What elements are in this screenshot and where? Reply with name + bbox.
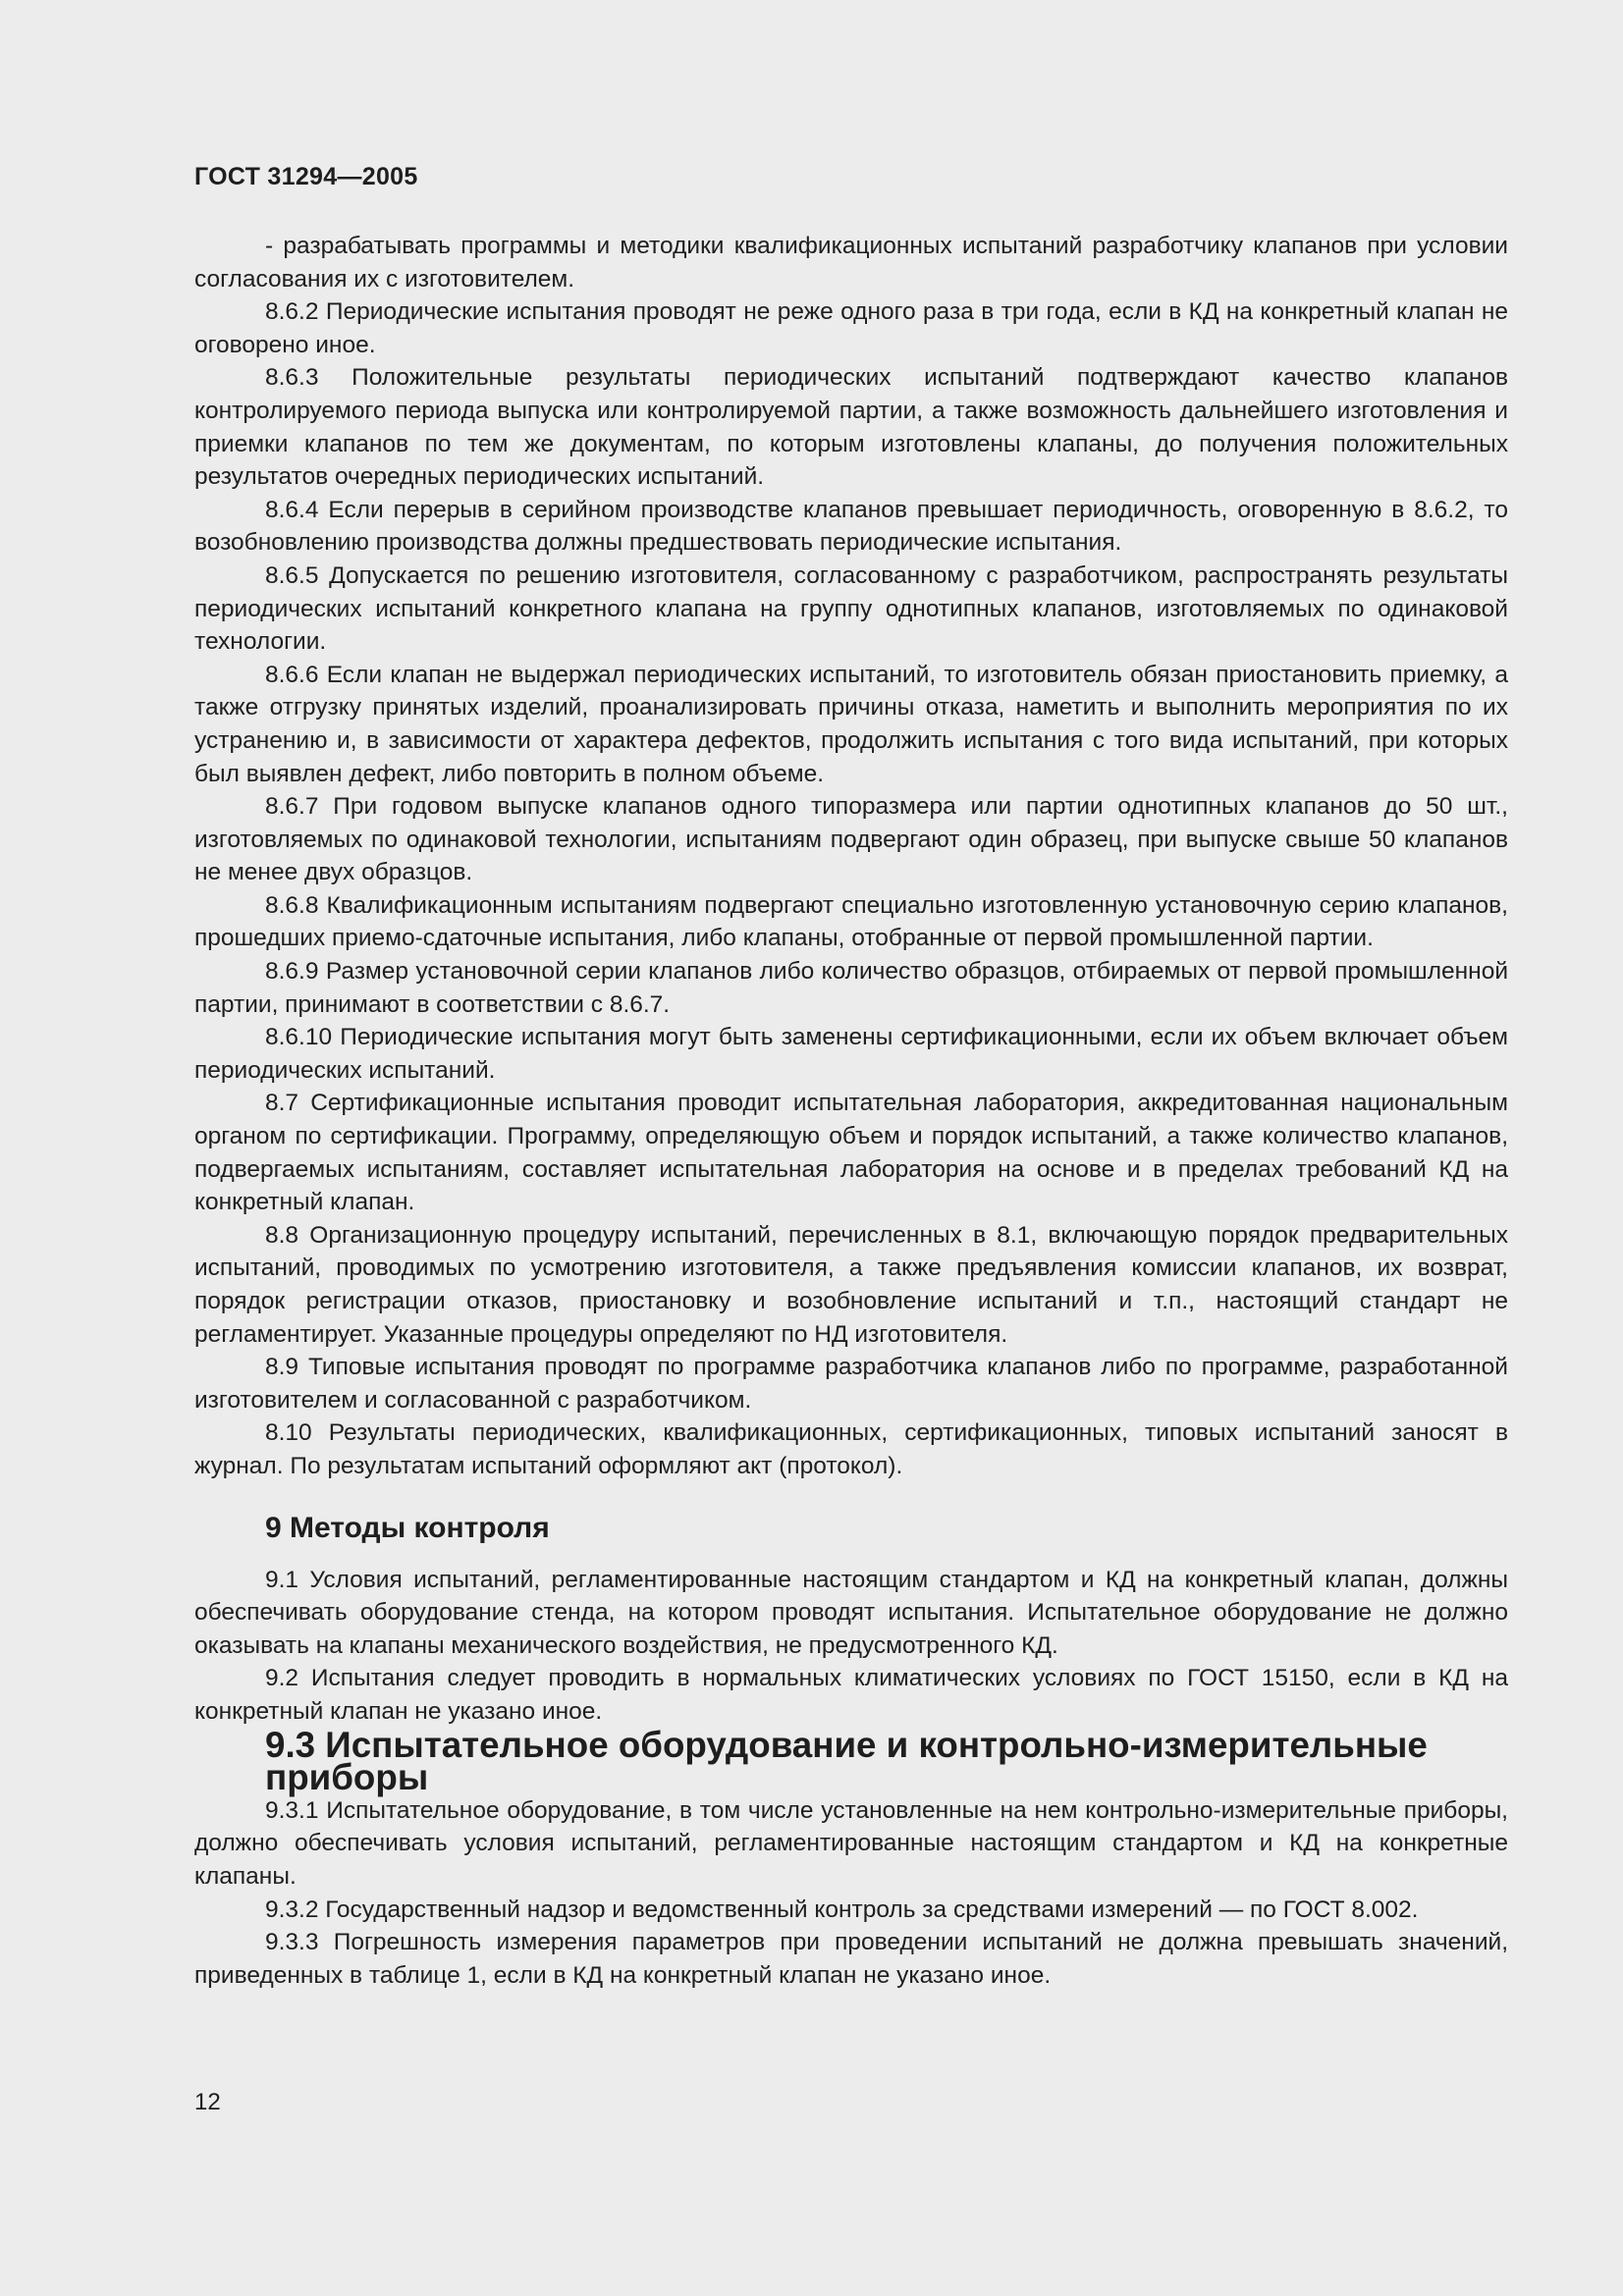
paragraph-9-3-1: 9.3.1 Испытательное оборудование, в том числе установленные на нем контрольно-измерительные приборы, должно обеспечивать условия испытаний, регламентированные настоящим стандартом и КД на конкретные клапаны. [194, 1796, 1508, 1890]
paragraph-8-7: 8.7 Сертификационные испытания проводит испытательная лаборатория, аккредитованная национальным органом по сертификации. Программу, определяющую объем и порядок испытаний, а также количество клапанов, подвергаемых испытаниям, составляет испытательная лаборатория на основе и в пределах требований КД на конкретный клапан. [194, 1090, 1508, 1216]
document-body [194, 230, 1508, 1992]
paragraph-9-3-3: 9.3.3 Погрешность измерения параметров при проведении испытаний не должна превышать значений, приведенных в таблице 1, если в КД на конкретный клапан не указано иное. [194, 1929, 1508, 1989]
paragraph: - разрабатывать программы и методики квалификационных испытаний разработчику клапанов при условии согласования их с изготовителем. [194, 233, 1508, 293]
paragraph-9-2: 9.2 Испытания следует проводить в нормальных климатических условиях по ГОСТ 15150, если в КД на конкретный клапан не указано иное. [194, 1665, 1508, 1725]
paragraph-8-8: 8.8 Организационную процедуру испытаний, перечисленных в 8.1, включающую порядок предварительных испытаний, проводимых по усмотрению изготовителя, а также предъявления комиссии клапанов, их возврат, порядок регистрации отказов, приостановку и возобновление испытаний и т.п., настоящий стандарт не регламентирует. Указанные процедуры определяют по НД изготовителя. [194, 1221, 1508, 1348]
paragraph-8-6-2: 8.6.2 Периодические испытания проводят не реже одного раза в три года, если в КД на конкретный клапан не оговорено иное. [194, 298, 1508, 358]
paragraph-8-6-4: 8.6.4 Если перерыв в серийном производстве клапанов превышает периодичность, оговоренную в 8.6.2, то возобновлению производства должны предшествовать периодические испытания. [194, 496, 1508, 557]
paragraph-8-6-6: 8.6.6 Если клапан не выдержал периодических испытаний, то изготовитель обязан приостановить приемку, а также отгрузку принятых изделий, проанализировать причины отказа, наметить и выполнить мероприятия по их устранению и, в зависимости от характера дефектов, продолжить испытания с того вида испытаний, при которых был выявлен дефект, либо повторить в полном объеме. [194, 661, 1508, 787]
paragraph-9-3-2: 9.3.2 Государственный надзор и ведомственный контроль за средствами измерений — по ГОСТ 8.002. [265, 1896, 1419, 1923]
paragraph-8-6-5: 8.6.5 Допускается по решению изготовителя, согласованному с разработчиком, распространять результаты периодических испытаний конкретного клапана на группу однотипных клапанов, изготовляемых по одинаковой технологии. [194, 561, 1508, 656]
document-header: ГОСТ 31294—2005 [194, 163, 418, 190]
paragraph-9-1: 9.1 Условия испытаний, регламентированные настоящим стандартом и КД на конкретный клапан, должны обеспечивать оборудование стенда, на котором проводят испытания. Испытательное оборудование не должно оказывать на клапаны механического воздействия, не предусмотренного КД. [194, 1566, 1508, 1659]
spacer [194, 1483, 1508, 1509]
paragraph-8-6-7: 8.6.7 При годовом выпуске клапанов одного типоразмера или партии однотипных клапанов до 50 шт., изготовляемых по одинаковой технологии, испытаниям подвергают один образец, при выпуске свыше 50 клапанов не менее двух образцов. [194, 793, 1508, 886]
paragraph-8-9: 8.9 Типовые испытания проводят по программе разработчика клапанов либо по программе, разработанной изготовителем и согласованной с разработчиком. [194, 1354, 1508, 1414]
subsection-heading-9-3: 9.3 Испытательное оборудование и контрольно-измерительные приборы [265, 1724, 1428, 1798]
spacer [194, 1548, 1508, 1564]
section-heading-9: 9 Методы контроля [265, 1511, 550, 1544]
paragraph-8-10: 8.10 Результаты периодических, квалификационных, сертификационных, типовых испытаний заносят в журнал. По результатам испытаний оформляют акт (протокол). [194, 1419, 1508, 1479]
paragraph-8-6-8: 8.6.8 Квалификационным испытаниям подвергают специально изготовленную установочную серию клапанов, прошедших приемо-сдаточные испытания, либо клапаны, отобранные от первой промышленной партии. [194, 891, 1508, 952]
paragraph-8-6-10: 8.6.10 Периодические испытания могут быть заменены сертификационными, если их объем включает объем периодических испытаний. [194, 1024, 1508, 1084]
page-number: 12 [194, 2089, 221, 2115]
paragraph-8-6-9: 8.6.9 Размер установочной серии клапанов либо количество образцов, отбираемых от первой промышленной партии, принимают в соответствии с 8.6.7. [194, 958, 1508, 1018]
paragraph-8-6-3: 8.6.3 Положительные результаты периодических испытаний подтверждают качество клапанов контролируемого периода выпуска или контролируемой партии, а также возможность дальнейшего изготовления и приемки клапанов по тем же документам, по которым изготовлены клапаны, до получения положительных результатов очередных периодических испытаний. [194, 364, 1508, 491]
